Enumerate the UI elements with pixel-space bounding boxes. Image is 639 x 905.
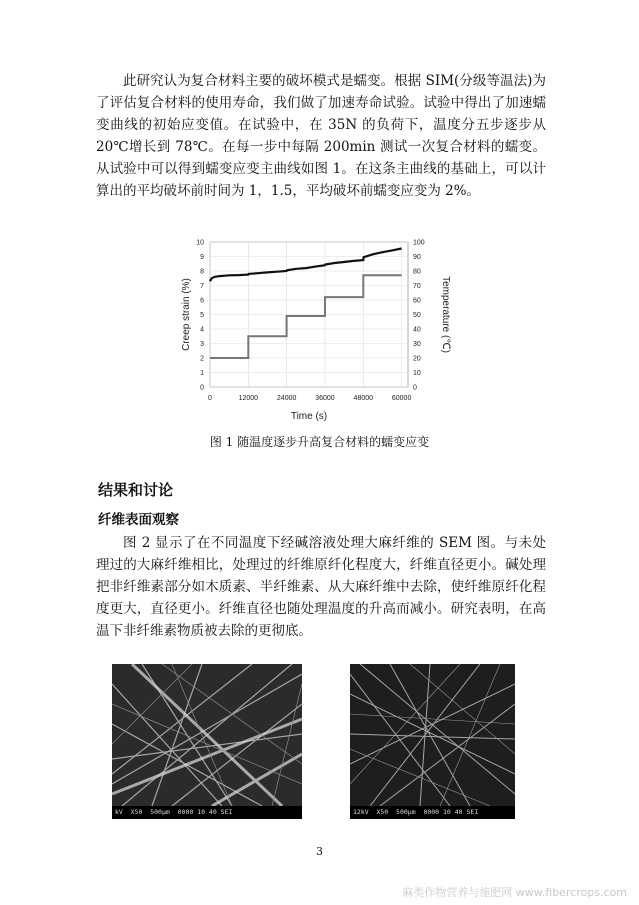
y-left-tick-label: 2 (200, 355, 204, 363)
y-right-axis-label: Temperature (℃) (440, 276, 451, 353)
y-left-tick-label: 3 (200, 341, 204, 348)
y-left-tick-label: 9 (200, 254, 204, 261)
x-tick-label: 24000 (276, 395, 297, 402)
y-left-tick-label: 8 (200, 268, 204, 276)
creep-strain-chart (180, 232, 452, 422)
y-right-tick-label: 0 (413, 384, 417, 392)
y-right-tick-label: 80 (413, 268, 421, 276)
y-left-tick-label: 1 (200, 370, 204, 377)
x-tick-label: 60000 (391, 395, 412, 402)
y-left-axis-label: Creep strain (%) (181, 278, 192, 351)
subsection-heading: 纤维表面观察 (98, 512, 179, 528)
y-left-tick-label: 4 (200, 326, 204, 334)
sem-image-a (112, 664, 302, 819)
sem-fibers-a (112, 664, 302, 806)
x-tick-label: 48000 (353, 395, 374, 402)
y-right-tick-label: 70 (413, 283, 421, 290)
sem-fibers-b (350, 664, 515, 806)
y-right-tick-label: 50 (413, 312, 421, 319)
y-left-tick-label: 0 (200, 384, 204, 392)
x-tick-label: 0 (208, 395, 212, 402)
y-right-tick-label: 40 (413, 326, 421, 334)
paragraph-sem: 图 2 显示了在不同温度下经碱溶液处理大麻纤维的 SEM 图。与未处理过的大麻纤维相比，处理过的纤维原纤化程度大，纤维直径更小。碱处理把非纤维素部分如木质素、半纤维素、从大麻纤维中去除，使纤维原纤化程度更大，直径更小。纤维直径也随处理温度的升高而减小。研究表明，在高温下非纤维素物质被去除的更彻底。 (96, 535, 546, 639)
x-tick-label: 12000 (238, 395, 259, 402)
y-right-tick-label: 30 (413, 341, 421, 348)
watermark: 麻类作物营养与施肥网 www.fibercrops.com (402, 886, 627, 899)
y-left-tick-label: 5 (200, 312, 204, 319)
y-left-tick-label: 6 (200, 297, 204, 305)
sem-scale-bar-b: 12kV X50 500μm 0000 10 40 SEI (350, 806, 515, 819)
sem-image-b (350, 664, 515, 819)
page-number: 3 (316, 845, 323, 858)
x-tick-label: 36000 (315, 395, 335, 402)
x-axis-label: Time (s) (290, 411, 328, 422)
y-right-tick-label: 100 (413, 239, 425, 247)
section-heading: 结果和讨论 (98, 481, 174, 499)
y-left-tick-label: 10 (196, 239, 204, 247)
figure1-caption: 图 1 随温度逐步升高复合材料的蠕变应变 (209, 435, 430, 449)
paragraph-intro: 此研究认为复合材料主要的破坏模式是蠕变。根据 SIM(分级等温法)为了评估复合材料的使用寿命，我们做了加速寿命试验。试验中得出了加速蠕变曲线的初始应变值。在试验中，在 35N 的负荷下，温度分五步逐步从 20℃增长到 78℃。在每一步中每隔 200min 测试一次复合材料的蠕变。从试验中可以得到蠕变应变主曲线如图 1。在这条主曲线的基础上，可以计算出的平均破坏前时间为 1，1.5，平均破坏前蠕变应变为 2%。 (96, 73, 546, 199)
y-left-tick-label: 7 (200, 283, 204, 290)
y-right-tick-label: 20 (413, 355, 421, 363)
sem-scale-bar-a: kV X50 500μm 0000 10 40 SEI (112, 806, 302, 819)
y-right-tick-label: 10 (413, 370, 421, 377)
y-right-tick-label: 90 (413, 254, 421, 261)
y-right-tick-label: 60 (413, 297, 421, 305)
